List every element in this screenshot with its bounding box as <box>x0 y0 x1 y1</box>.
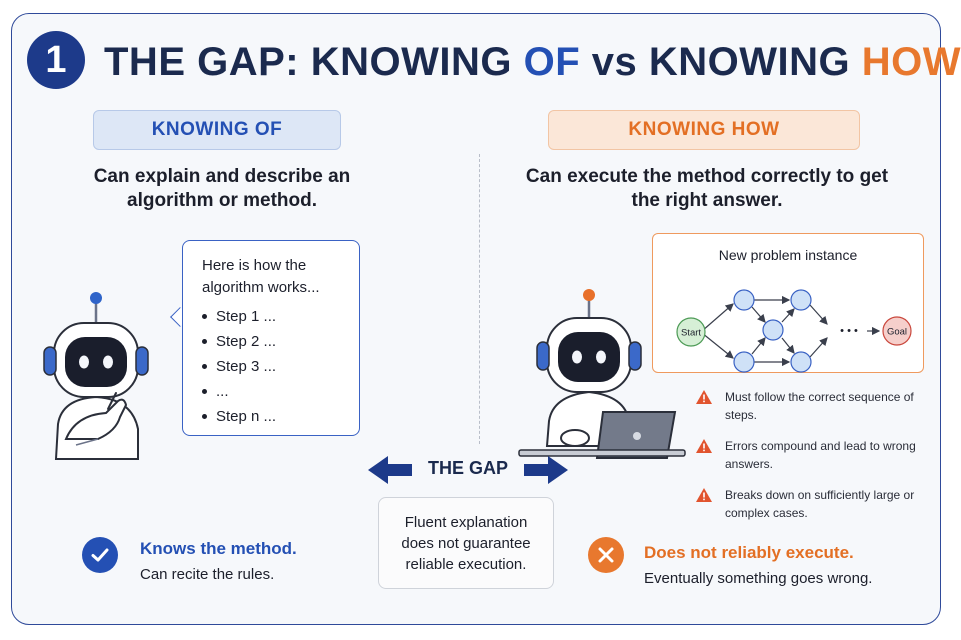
title-part-vs: vs KNOWING <box>580 40 862 84</box>
list-item <box>695 486 930 522</box>
warning-text: Errors compound and lead to wrong answers. <box>725 439 916 471</box>
explanation-speech-bubble <box>182 240 360 436</box>
bubble-intro-text: Here is how the algorithm works... <box>202 257 320 296</box>
gap-note-text: Fluent explanation does not guarantee reliable execution. <box>401 513 531 573</box>
check-icon <box>82 537 118 573</box>
list-item: ... <box>202 379 359 404</box>
knowing-of-pill: KNOWING OF <box>93 110 341 150</box>
knows-method-heading: Knows the method. <box>140 539 297 558</box>
list-item <box>695 388 930 424</box>
list-item <box>695 437 930 473</box>
title-part-how: HOW <box>861 40 961 84</box>
knowing-how-pill: KNOWING HOW <box>548 110 860 150</box>
problem-instance-title: New problem instance <box>718 247 858 263</box>
goal-node-label: Goal <box>886 326 908 338</box>
warnings-list <box>695 388 930 535</box>
new-problem-instance-panel <box>652 233 924 373</box>
title-part-of: OF <box>523 40 581 84</box>
not-reliable-heading: Does not reliably execute. <box>644 543 854 562</box>
knowing-how-description: Can execute the method correctly to get the right answer. <box>525 166 889 211</box>
knowing-of-description: Can explain and describe an algorithm or method. <box>93 166 351 211</box>
start-node-label: Start <box>680 327 702 339</box>
x-icon <box>588 537 624 573</box>
warning-text: Must follow the correct sequence of steps. <box>725 390 914 422</box>
problem-graph <box>653 234 925 374</box>
warning-text: Breaks down on sufficiently large or complex cases. <box>725 488 915 520</box>
graph-ellipsis: • • • <box>840 325 858 337</box>
center-divider <box>479 154 480 444</box>
gap-indicator <box>368 452 568 488</box>
infographic-frame <box>11 13 961 625</box>
algorithm-steps-list <box>202 304 359 429</box>
gap-label: THE GAP <box>427 458 508 478</box>
knows-method-subtext: Can recite the rules. <box>140 566 275 583</box>
warning-icon <box>695 389 713 405</box>
not-reliable-subtext: Eventually something goes wrong. <box>644 570 873 587</box>
gap-note-box <box>378 497 554 589</box>
section-number-badge: 1 <box>27 31 85 89</box>
warning-icon <box>695 487 713 503</box>
list-item: Step 1 ... <box>202 304 359 329</box>
list-item: Step n ... <box>202 404 359 429</box>
warning-icon <box>695 438 713 454</box>
list-item: Step 2 ... <box>202 329 359 354</box>
thinking-robot-icon <box>36 289 161 459</box>
title-part-1: THE GAP: KNOWING <box>104 40 524 84</box>
page-title <box>104 40 961 85</box>
list-item: Step 3 ... <box>202 354 359 379</box>
